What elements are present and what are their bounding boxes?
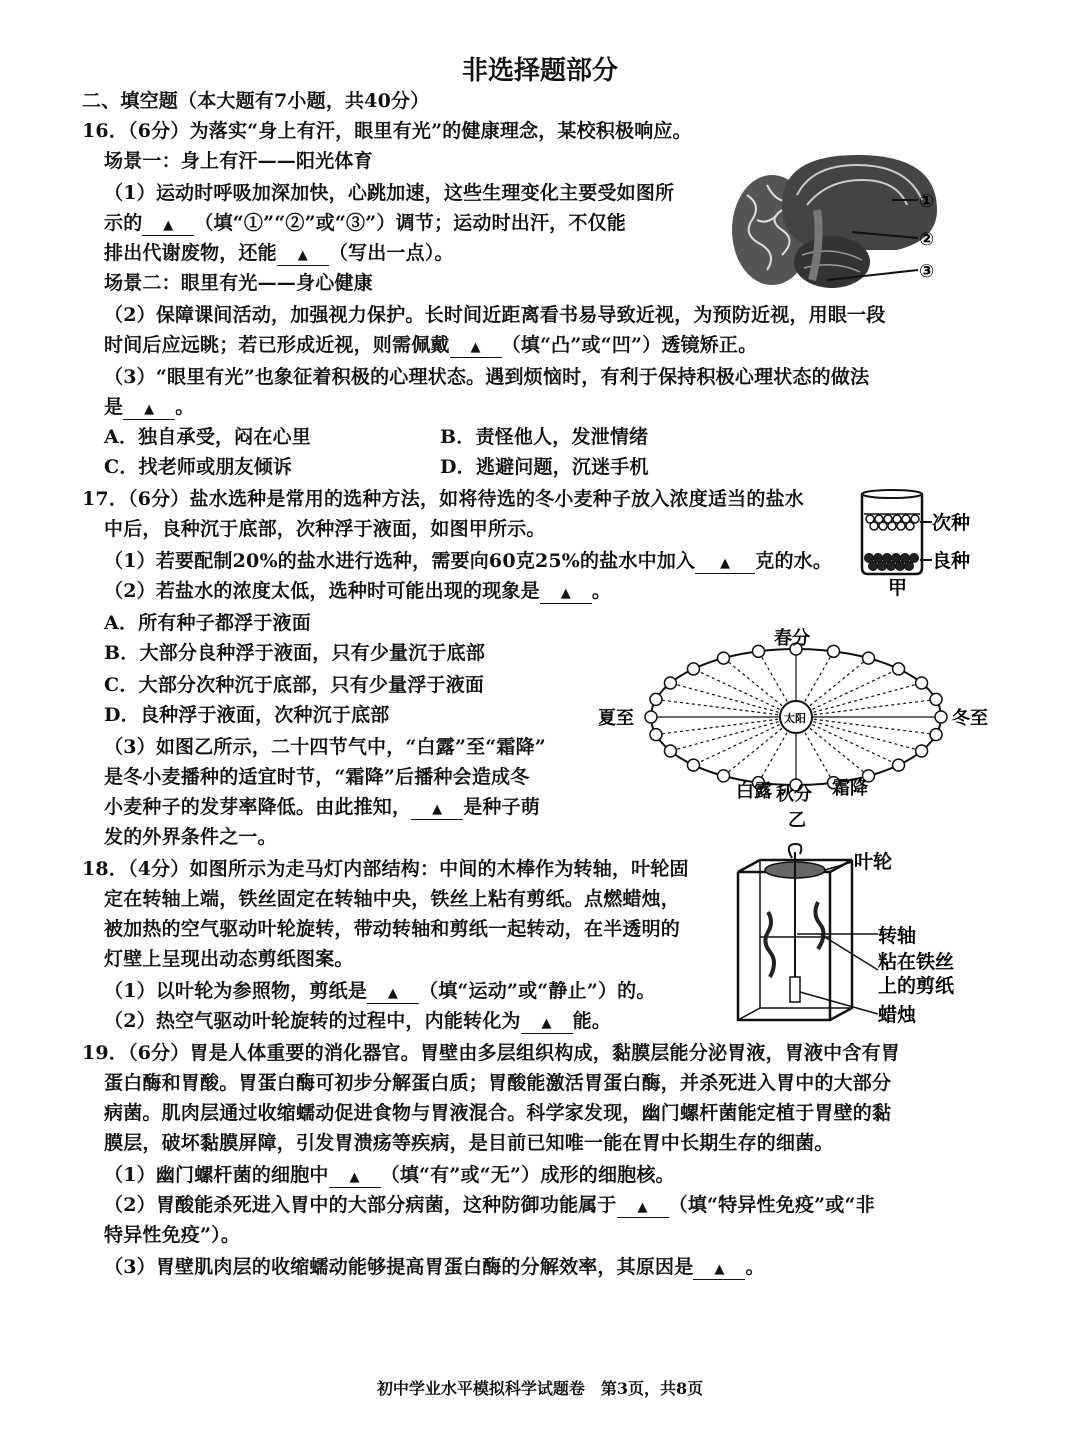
q16-p2-line2	[104, 332, 757, 358]
label-dongzhi: 冬至	[952, 708, 988, 729]
q17-p1	[104, 548, 832, 574]
q17-option-c[interactable]: C．大部分次种沉于底部，只有少量浮于液面	[104, 674, 485, 696]
answer-blank[interactable]: ▲	[521, 1015, 573, 1034]
q16-p2-text-b: （填“凸”或“凹”）透镜矫正。	[501, 334, 758, 356]
answer-blank[interactable]: ▲	[693, 1261, 745, 1280]
q17-option-a[interactable]: A．所有种子都浮于液面	[104, 612, 311, 634]
q16-p1-line1: （1）运动时呼吸加深加快，心跳加速，这些生理变化主要受如图所	[104, 182, 675, 204]
q16-scene1: 场景一：身上有汗——阳光体育	[104, 150, 373, 172]
q19-p1-text-b: （填“有”或“无”）成形的细胞核。	[380, 1164, 675, 1186]
cerebrum-section	[782, 155, 937, 250]
label-zhuanzhou: 转轴	[878, 925, 917, 947]
q17-p3-line2: 是冬小麦播种的适宜时节，“霜降”后播种会造成冬	[104, 766, 530, 788]
q16-p1-line3	[104, 240, 454, 266]
floating-seeds	[866, 515, 919, 530]
label-yelun: 叶轮	[854, 851, 893, 873]
orbit-spoke	[656, 717, 796, 735]
q19-line3: 病菌。肌肉层通过收缩蠕动促进食物与胃液混合。科学家发现，幽门螺杆菌能定植于胃壁的黏	[104, 1102, 892, 1124]
brain-figure	[722, 150, 972, 295]
solar-term-node	[893, 663, 905, 675]
solar-term-node	[863, 652, 875, 664]
q16-p1-line2	[104, 210, 626, 236]
orbit-spoke	[796, 683, 922, 717]
answer-blank[interactable]: ▲	[329, 1169, 381, 1188]
fig-label-3: ③	[919, 261, 935, 282]
q17-p1-text-a: （1）若要配制20%的盐水进行选种，需要向60克25%的盐水中加入	[104, 550, 696, 572]
q17-stem1: 17．（6分）盐水选种是常用的选种方法，如将待选的冬小麦种子放入浓度适当的盐水	[82, 488, 804, 510]
q19-line1: 19．（6分）胃是人体重要的消化器官。胃壁由多层组织构成，黏膜层能分泌胃液，胃液中含有胃	[82, 1042, 900, 1064]
q18-line4: 灯壁上呈现出动态剪纸图案。	[104, 948, 354, 970]
answer-blank[interactable]: ▲	[367, 985, 419, 1004]
page-footer: 初中学业水平模拟科学试题卷 第3页，共8页	[376, 1379, 704, 1398]
q19-p1	[104, 1162, 675, 1188]
answer-blank[interactable]: ▲	[695, 555, 755, 574]
page-title: 非选择题部分	[461, 56, 618, 86]
solar-term-node	[930, 693, 942, 705]
answer-blank[interactable]: ▲	[540, 585, 592, 604]
q17-p2	[104, 578, 611, 604]
q19-p2-text-a: （2）胃酸能杀死进入胃中的大部分病菌，这种防御功能属于	[104, 1194, 617, 1216]
solar-term-node	[893, 759, 905, 771]
q17-p3-line3	[104, 794, 540, 820]
q17-p2-text-a: （2）若盐水的浓度太低，选种时可能出现的现象是	[104, 580, 540, 602]
q19-p3-text-b: 。	[745, 1256, 765, 1278]
q16-option-a[interactable]: A．独自承受，闷在心里	[104, 426, 311, 448]
label-bailu: 白露	[736, 781, 772, 802]
solar-term-node	[650, 693, 662, 705]
orbit-spoke	[796, 717, 936, 735]
q17-p3-text-a: 小麦种子的发芽率降低。由此推知，	[104, 796, 412, 818]
label-qiufen: 秋分	[776, 784, 812, 805]
q17-option-d[interactable]: D．良种浮于液面，次种沉于底部	[104, 704, 390, 726]
q17-p3-text-b: 是种子萌	[463, 796, 541, 818]
q18-p1-text-b: （填“运动”或“静止”）的。	[419, 980, 656, 1002]
orbit-spoke	[670, 683, 796, 717]
q18-line2: 定在转轴上端，铁丝固定在转轴中央，铁丝上粘有剪纸。点燃蜡烛，	[104, 888, 681, 910]
label-lazhu: 蜡烛	[878, 1004, 917, 1026]
solar-term-node	[752, 645, 764, 657]
caption-yi: 乙	[788, 810, 806, 831]
q16-option-b[interactable]: B．责怪他人，发泄情绪	[440, 426, 649, 448]
q16-option-c[interactable]: C．找老师或朋友倾诉	[104, 456, 293, 478]
q19-p2-line2: 特异性免疫”）。	[104, 1224, 241, 1246]
lantern-frame	[738, 872, 830, 1020]
answer-blank[interactable]: ▲	[142, 217, 194, 236]
answer-blank[interactable]: ▲	[617, 1199, 669, 1218]
answer-blank[interactable]: ▲	[450, 339, 502, 358]
q17-p3-line1: （3）如图乙所示，二十四节气中，“白露”至“霜降”	[104, 736, 546, 758]
solar-term-node	[916, 745, 928, 757]
q19-p1-text-a: （1）幽门螺杆菌的细胞中	[104, 1164, 329, 1186]
orbit-spoke	[656, 699, 796, 717]
q16-p3-text-a: 是	[104, 396, 124, 418]
q16-p3-line2	[104, 394, 194, 420]
answer-blank[interactable]: ▲	[277, 247, 329, 266]
sunk-seeds	[865, 554, 919, 571]
q19-p2	[104, 1192, 875, 1218]
q17-p3-line4: 发的外界条件之一。	[104, 826, 277, 848]
q16-stem: 16．（6分）为落实“身上有汗，眼里有光”的健康理念，某校积极响应。	[82, 120, 692, 142]
q17-p1-text-b: 克的水。	[755, 550, 833, 572]
answer-blank[interactable]: ▲	[411, 801, 463, 820]
label-jianzhi-line1: 粘在铁丝	[878, 951, 955, 973]
solar-term-node	[664, 745, 676, 757]
fig-label-2: ②	[919, 229, 935, 250]
solar-term-node	[935, 711, 947, 723]
label-xiazhi: 夏至	[598, 708, 634, 729]
solar-term-node	[718, 770, 730, 782]
q16-p1-text-c: 排出代谢废物，还能	[104, 242, 277, 264]
q19-line2: 蛋白酶和胃酸。胃蛋白酶可初步分解蛋白质；胃酸能激活胃蛋白酶，并杀死进入胃中的大部分	[104, 1072, 892, 1094]
q18-p1	[104, 978, 656, 1004]
q19-p3	[104, 1254, 765, 1280]
solar-term-node	[687, 759, 699, 771]
answer-blank[interactable]: ▲	[123, 401, 175, 420]
q16-p3-line1: （3）“眼里有光”也象征着积极的心理状态。遇到烦恼时，有利于保持积极心理状态的做法	[104, 366, 870, 388]
sun-label: 太阳	[784, 712, 806, 725]
q18-p2-text-a: （2）热空气驱动叶轮旋转的过程中，内能转化为	[104, 1010, 521, 1032]
q16-p2-text-a: 时间后应远眺；若已形成近视，则需佩戴	[104, 334, 450, 356]
candle	[790, 977, 800, 1002]
q16-p1-text-b: （填“①”“②”或“③”）调节；运动时出汗，不仅能	[194, 212, 626, 234]
q19-p2-text-b: （填“特异性免疫”或“非	[668, 1194, 875, 1216]
lantern-figure	[730, 842, 970, 1032]
solar-term-node	[664, 677, 676, 689]
q19-line4: 膜层，破坏黏膜屏障，引发胃溃疡等疾病，是目前已知唯一能在胃中长期生存的细菌。	[104, 1132, 834, 1154]
beaker-figure	[852, 486, 982, 598]
solar-term-node	[718, 652, 730, 664]
label-liang-zhong: 良种	[932, 550, 971, 572]
solar-term-node	[828, 645, 840, 657]
solar-term-node	[687, 663, 699, 675]
orbit-spoke	[796, 699, 936, 717]
solar-term-node	[916, 677, 928, 689]
solar-term-node	[645, 711, 657, 723]
caption-jia: 甲	[888, 577, 908, 598]
solar-terms-figure	[596, 622, 996, 832]
label-chunfen: 春分	[774, 628, 810, 649]
q19-p3-text-a: （3）胃壁肌肉层的收缩蠕动能够提高胃蛋白酶的分解效率，其原因是	[104, 1256, 694, 1278]
solar-term-node	[650, 729, 662, 741]
label-ci-zhong: 次种	[932, 512, 971, 534]
solar-term-node	[930, 729, 942, 741]
q16-p1-text-d: （写出一点）。	[328, 242, 454, 264]
q16-p2-line1: （2）保障课间活动，加强视力保护。长时间近距离看书易导致近视，为预防近视，用眼一段	[104, 304, 886, 326]
q18-line3: 被加热的空气驱动叶轮旋转，带动转轴和剪纸一起转动，在半透明的	[104, 918, 681, 940]
orbit-spoke	[670, 717, 796, 751]
fig-label-1: ①	[919, 191, 935, 212]
q16-option-d[interactable]: D．逃避问题，沉迷手机	[440, 456, 649, 478]
label-jianzhi-line2: 上的剪纸	[878, 975, 955, 997]
orbit-spoke	[796, 717, 922, 751]
q16-p3-text-b: 。	[175, 396, 195, 418]
q18-p1-text-a: （1）以叶轮为参照物，剪纸是	[104, 980, 368, 1002]
q17-option-b[interactable]: B．大部分良种浮于液面，只有少量沉于底部	[104, 642, 486, 664]
section-heading: 二、填空题（本大题有7小题，共40分）	[82, 90, 430, 112]
q18-line1: 18．（4分）如图所示为走马灯内部结构：中间的木棒作为转轴，叶轮固	[82, 858, 689, 880]
q17-stem2: 中后，良种沉于底部，次种浮于液面，如图甲所示。	[104, 518, 546, 540]
q18-p2	[104, 1008, 611, 1034]
q17-p2-text-b: 。	[591, 580, 612, 602]
label-shuangjiang: 霜降	[832, 778, 868, 799]
q16-p1-text-a: 示的	[104, 212, 143, 234]
q16-scene2: 场景二：眼里有光——身心健康	[104, 272, 373, 294]
q18-p2-text-b: 能。	[572, 1010, 612, 1032]
